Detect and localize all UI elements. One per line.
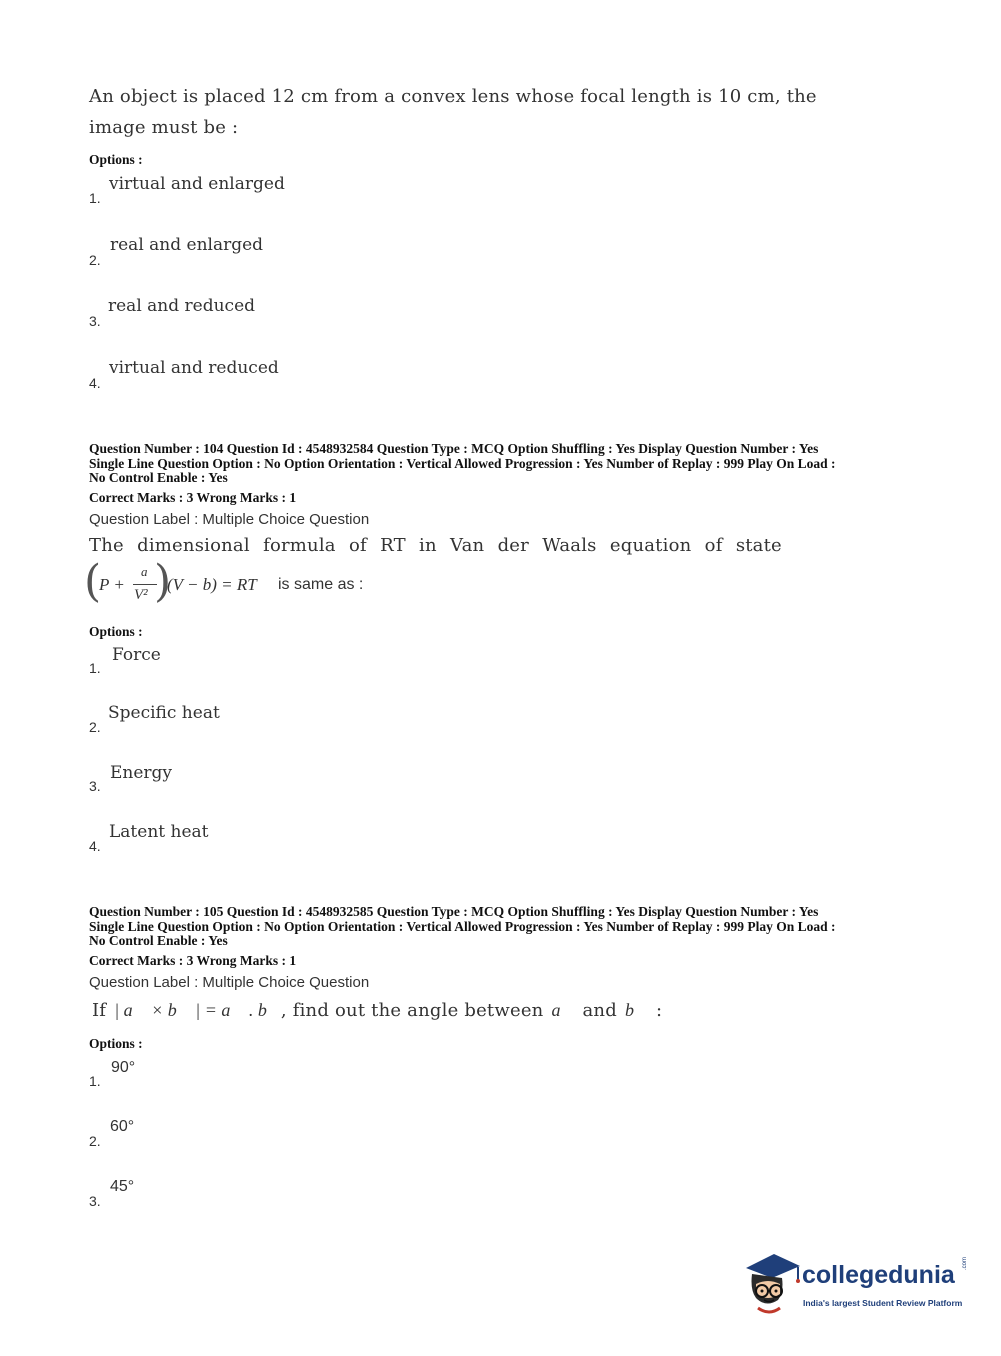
word: Van: [450, 535, 485, 556]
option-number: 1.: [89, 1073, 101, 1089]
marks-line: Correct Marks : 3 Wrong Marks : 1: [89, 490, 297, 505]
option-text: virtual and enlarged: [109, 174, 285, 194]
option-text: Latent heat: [109, 822, 209, 842]
word: Waals: [542, 535, 597, 556]
question-text-line: [89, 535, 782, 556]
option-number: 3.: [89, 1193, 101, 1209]
option-text: Energy: [110, 763, 173, 783]
word: in: [419, 535, 437, 556]
option-text: 45°: [110, 1178, 135, 1195]
option-number: 1.: [89, 660, 101, 676]
option-number: 4.: [89, 375, 101, 391]
option-number: 3.: [89, 313, 101, 329]
vector-a: a⃗: [551, 1000, 575, 1020]
eq-denominator: V²: [134, 587, 148, 603]
question-text-line: An object is placed 12 cm from a convex lens whose focal length is 10 cm, the: [89, 86, 817, 107]
text-colon: :: [655, 1000, 663, 1021]
question-text-line: [92, 1000, 662, 1021]
text-and: and: [582, 1000, 617, 1021]
meta-line: Question Number : 104 Question Id : 4548932584 Question Type : MCQ Option Shuffling : Yes Display Question Number : Yes: [89, 441, 819, 456]
vector-b: b⃗: [624, 1000, 648, 1020]
meta-line: No Control Enable : Yes: [89, 933, 228, 948]
eq-numerator: a: [141, 564, 148, 579]
option-number: 4.: [89, 838, 101, 854]
word: of: [704, 535, 723, 556]
meta-line: No Control Enable : Yes: [89, 470, 228, 485]
question-meta: [89, 905, 919, 949]
brand-suffix: .com: [962, 1256, 968, 1270]
options-label: Options :: [89, 1036, 143, 1051]
option-text: 90°: [111, 1059, 136, 1076]
option-number: 2.: [89, 252, 101, 268]
question-label: Question Label : Multiple Choice Question: [89, 511, 370, 528]
marks-line: Correct Marks : 3 Wrong Marks : 1: [89, 953, 297, 968]
option-number: 2.: [89, 1133, 101, 1149]
word: RT: [380, 535, 406, 556]
option-number: 1.: [89, 190, 101, 206]
option-text: real and reduced: [108, 296, 256, 316]
question-label: Question Label : Multiple Choice Question: [89, 974, 370, 991]
collegedunia-logo: [740, 1248, 970, 1320]
meta-line: Question Number : 105 Question Id : 4548932585 Question Type : MCQ Option Shuffling : Yes Display Question Number : Yes: [89, 904, 819, 919]
options-label: Options :: [89, 624, 143, 639]
word: formula: [263, 535, 336, 556]
word: dimensional: [137, 535, 250, 556]
question-text-line: image must be :: [89, 117, 239, 138]
word: state: [735, 535, 782, 556]
option-text: 60°: [110, 1118, 135, 1135]
option-number: 2.: [89, 719, 101, 735]
eq-tail: is same as :: [278, 576, 364, 593]
text-mid: , find out the angle between: [280, 1000, 544, 1021]
word: equation: [609, 535, 692, 556]
word: The: [89, 535, 124, 556]
brand-name: collegedunia: [802, 1261, 955, 1289]
word: der: [497, 535, 529, 556]
option-number: 3.: [89, 778, 101, 794]
mascot-icon: [740, 1248, 802, 1318]
open-paren: (: [84, 556, 102, 607]
equation: [84, 556, 384, 612]
close-paren: ): [154, 556, 172, 607]
vector-expression: | a⃗ × b⃗ | = a⃗ . b⃗: [114, 1000, 281, 1020]
option-text: real and enlarged: [110, 235, 264, 255]
option-text: Force: [112, 645, 161, 665]
eq-rest: (V − b) = RT: [167, 575, 257, 594]
option-text: virtual and reduced: [109, 358, 279, 378]
options-label: Options :: [89, 152, 143, 167]
word: of: [348, 535, 367, 556]
eq-p: P +: [99, 575, 125, 594]
question-meta: [89, 442, 919, 486]
meta-line: Single Line Question Option : No Option Orientation : Vertical Allowed Progression : Yes Number of Replay : 999 Play On Load :: [89, 455, 836, 471]
brand-tagline: India's largest Student Review Platform: [803, 1298, 963, 1308]
option-text: Specific heat: [108, 703, 220, 723]
text-if: If: [92, 1000, 107, 1021]
meta-line: Single Line Question Option : No Option Orientation : Vertical Allowed Progression : Yes Number of Replay : 999 Play On Load :: [89, 918, 836, 934]
